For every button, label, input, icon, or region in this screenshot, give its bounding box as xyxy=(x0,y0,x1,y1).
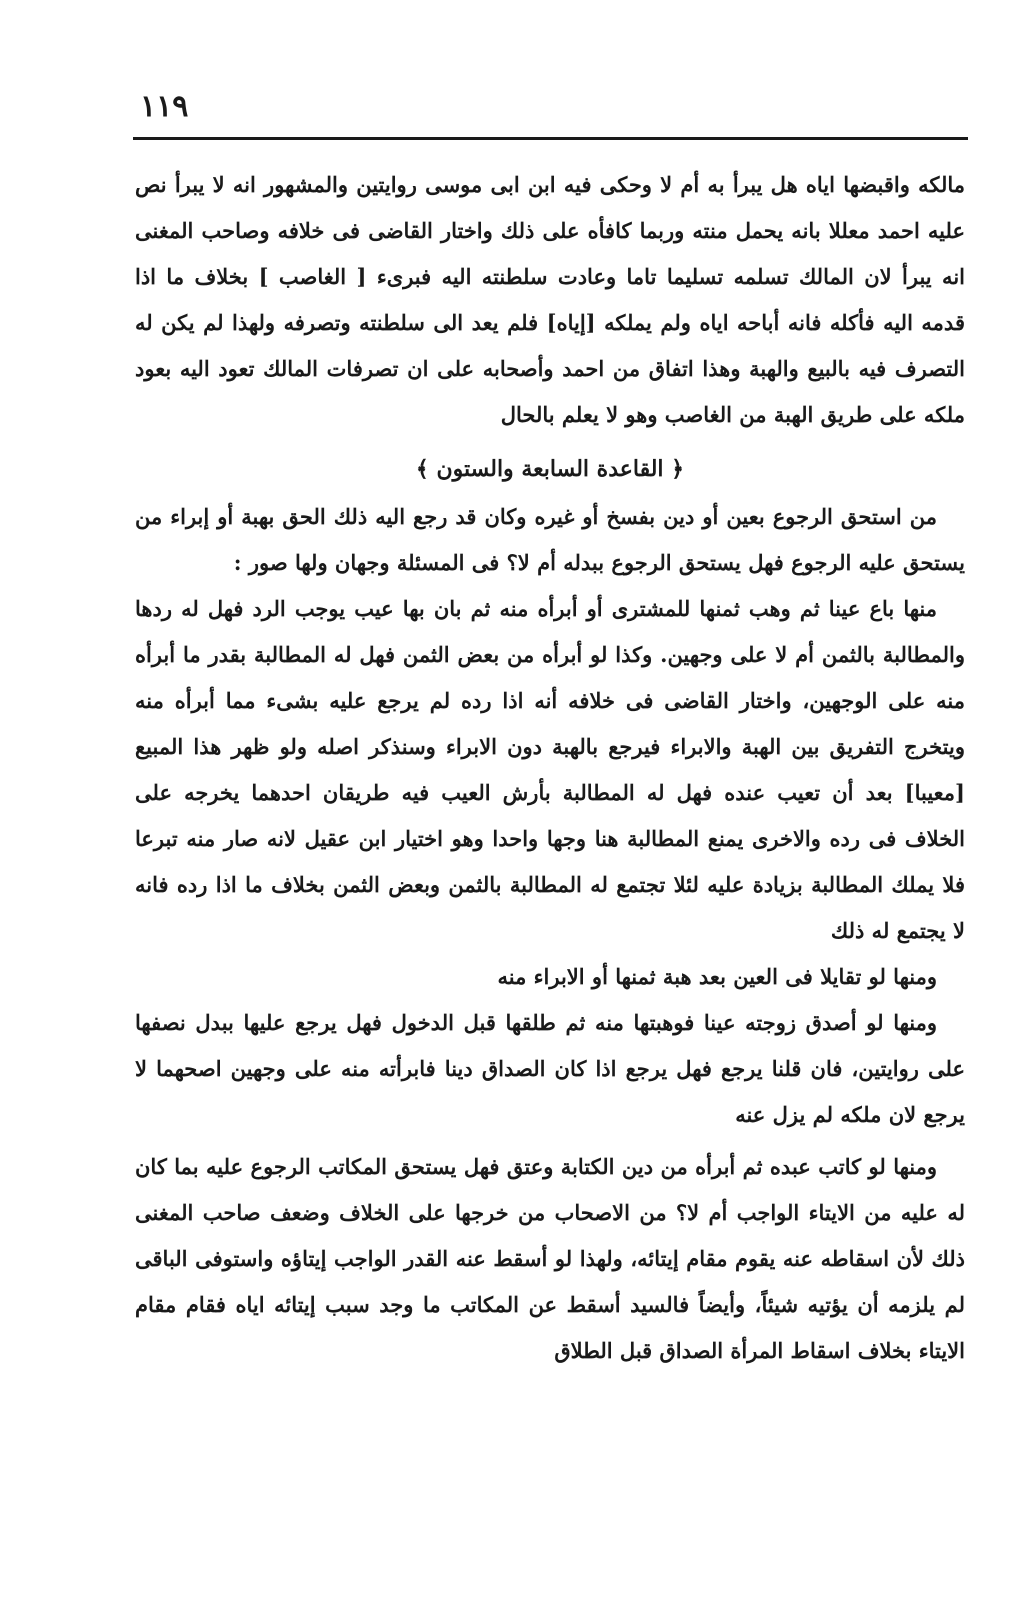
header-rule xyxy=(133,137,968,140)
paragraph: ومنها لو كاتب عبده ثم أبرأه من دين الكتابة وعتق فهل يستحق المكاتب الرجوع عليه بما كان له عليه من الايتاء الواجب أم لا؟ من الاصحاب من خرجها على الخلاف وضعف صاحب المغنى ذلك لأن اسقاطه عنه يقوم مقام إيتائه، ولهذا لو أسقط عنه القدر الواجب إيتاؤه واستوفى الباقى لم يلزمه أن يؤتيه شيئاً، وأيضاً فالسيد أسقط عن المكاتب ما وجد سبب إيتائه اياه فقام مقام الايتاء بخلاف اسقاط المرأة الصداق قبل الطلاق xyxy=(135,1154,965,1363)
paragraph: مالكه واقبضها اياه هل يبرأ به أم لا وحكى فيه ابن ابى موسى روايتين والمشهور انه لا يبرأ نص عليه احمد معللا بانه يحمل منته وربما كافأه على ذلك واختار القاضى فى خلافه وصاحب المغنى انه يبرأ لان المالك تسلمه تسليما تاما وعادت سلطنته اليه فبرىء [ الغاصب ] بخلاف ما اذا قدمه اليه فأكله فانه أباحه اياه ولم يملكه [إياه] فلم يعد الى سلطنته وتصرفه ولهذا لم يكن له التصرف فيه بالبيع والهبة وهذا اتفاق من احمد وأصحابه على ان تصرفات المالك تعود اليه بعود ملكه على طريق الهبة من الغاصب وهو لا يعلم بالحال xyxy=(135,172,965,427)
paragraph: ومنها لو تقايلا فى العين بعد هبة ثمنها أو الابراء منه xyxy=(497,964,937,989)
paragraph: ومنها لو أصدق زوجته عينا فوهبتها منه ثم طلقها قبل الدخول فهل يرجع عليها ببدل نصفها على روايتين، فان قلنا يرجع فهل يرجع اذا كان الصداق دينا فابرأته منه على وجهين اصحهما لا يرجع لان ملكه لم يزل عنه xyxy=(135,1010,965,1127)
paragraph: من استحق الرجوع بعين أو دين بفسخ أو غيره وكان قد رجع اليه ذلك الحق بهبة أو إبراء من يستحق عليه الرجوع فهل يستحق الرجوع ببدله أم لا؟ فى المسئلة وجهان ولها صور : xyxy=(135,504,965,575)
paragraph: منها باع عينا ثم وهب ثمنها للمشترى أو أبرأه منه ثم بان بها عيب يوجب الرد فهل له ردها والمطالبة بالثمن أم لا على وجهين. وكذا لو أبرأه من بعض الثمن فهل له المطالبة بقدر ما أبرأه منه على الوجهين، واختار القاضى فى خلافه أنه اذا رده لم يرجع عليه بشىء مما أبرأه منه ويتخرج التفريق بين الهبة والابراء فيرجع بالهبة دون الابراء وسنذكر اصله ولو ظهر هذا المبيع [معيبا] بعد أن تعيب عنده فهل له المطالبة بأرش العيب فيه طريقان احدهما يخرجه على الخلاف فى رده والاخرى يمنع المطالبة هنا وجها واحدا وهو اختيار ابن عقيل لانه صار منه تبرعا فلا يملك المطالبة بزيادة عليه لئلا تجتمع له المطالبة بالثمن وبعض الثمن بخلاف ما اذا رده فانه لا يجتمع له ذلك xyxy=(135,596,965,943)
section-heading: ﴿ القاعدة السابعة والستون ﴾ xyxy=(415,456,685,482)
page-number: ١١٩ xyxy=(140,89,189,124)
page-body xyxy=(135,162,965,1374)
